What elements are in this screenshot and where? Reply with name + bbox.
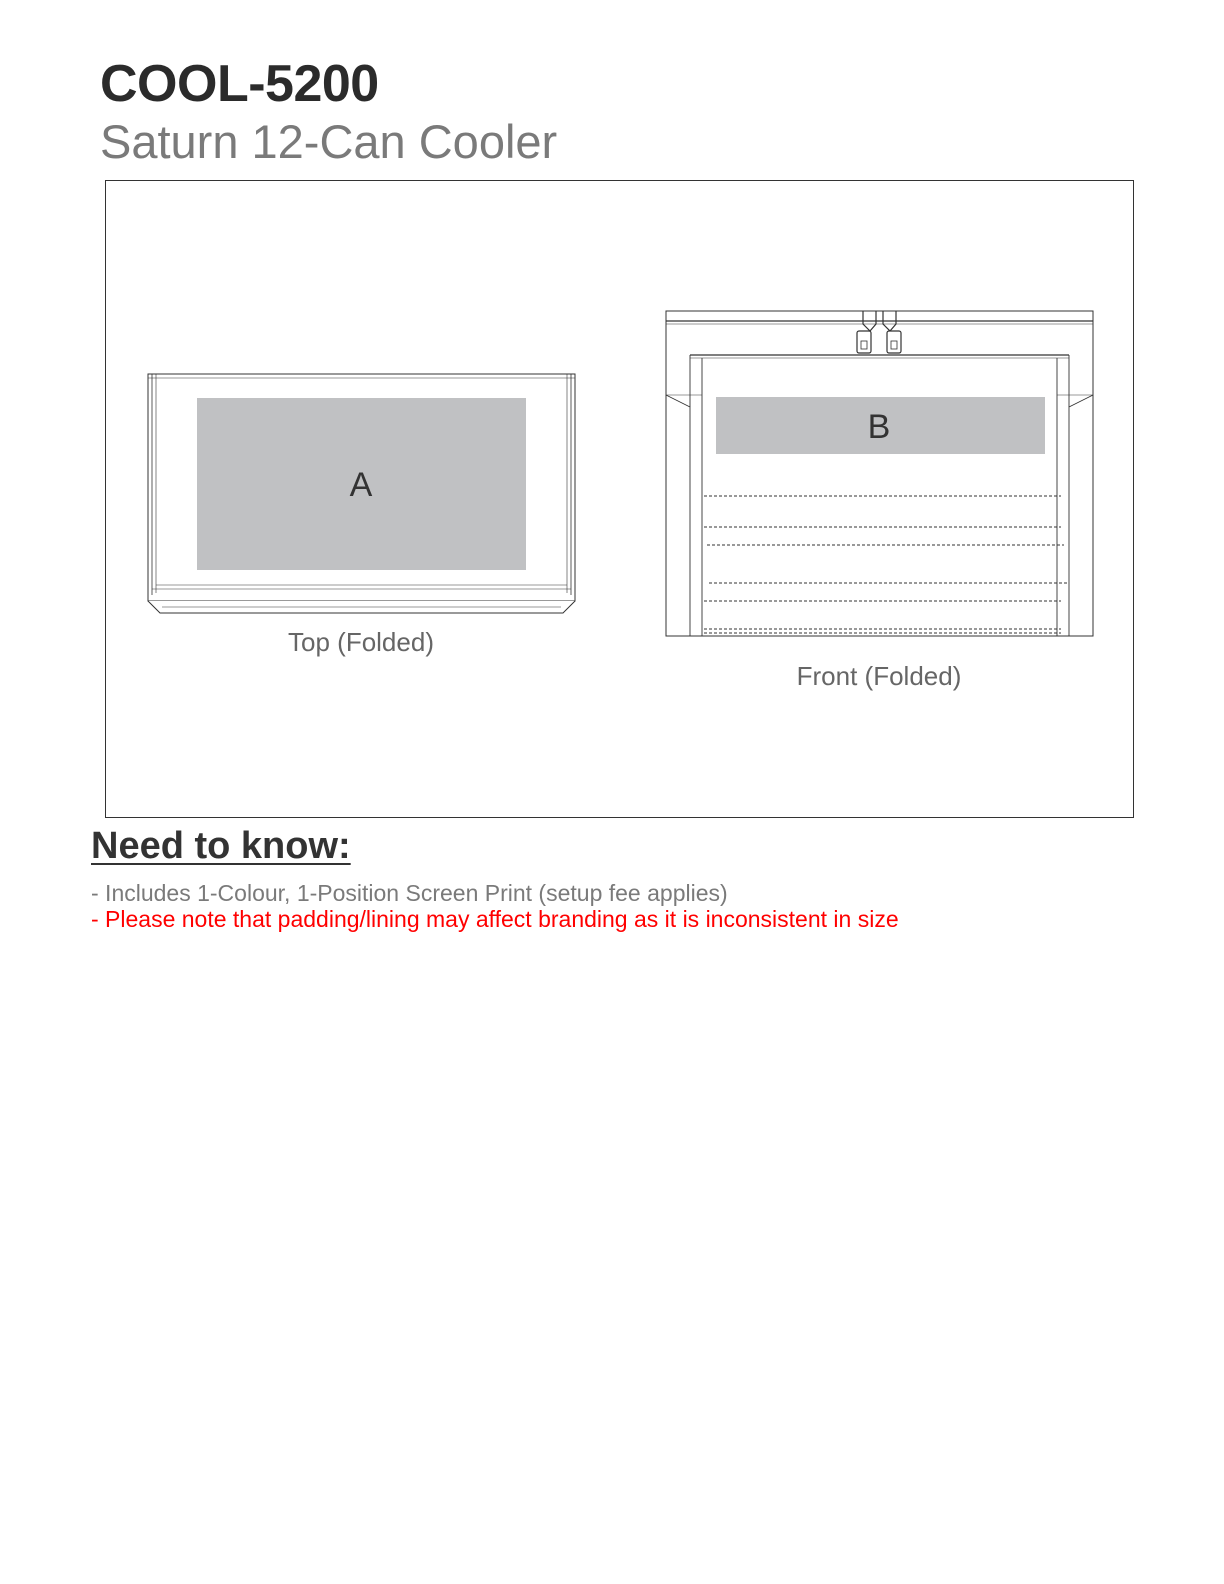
- top-view-caption: Top (Folded): [288, 627, 434, 657]
- product-name: Saturn 12-Can Cooler: [100, 115, 558, 168]
- note-screen-print: - Includes 1-Colour, 1-Position Screen Print (setup fee applies): [91, 880, 728, 906]
- need-to-know-heading: Need to know:: [91, 825, 351, 867]
- product-drawing-frame: [105, 180, 1134, 818]
- front-view-caption: Front (Folded): [796, 661, 962, 691]
- note-padding-warning: - Please note that padding/lining may affect branding as it is inconsistent in size: [91, 906, 899, 932]
- product-drawings: [106, 181, 1135, 819]
- print-area-b-label: B: [867, 408, 891, 446]
- product-code: COOL-5200: [100, 55, 379, 113]
- print-area-a-label: A: [349, 466, 373, 504]
- front-view-drawing: [666, 311, 1093, 636]
